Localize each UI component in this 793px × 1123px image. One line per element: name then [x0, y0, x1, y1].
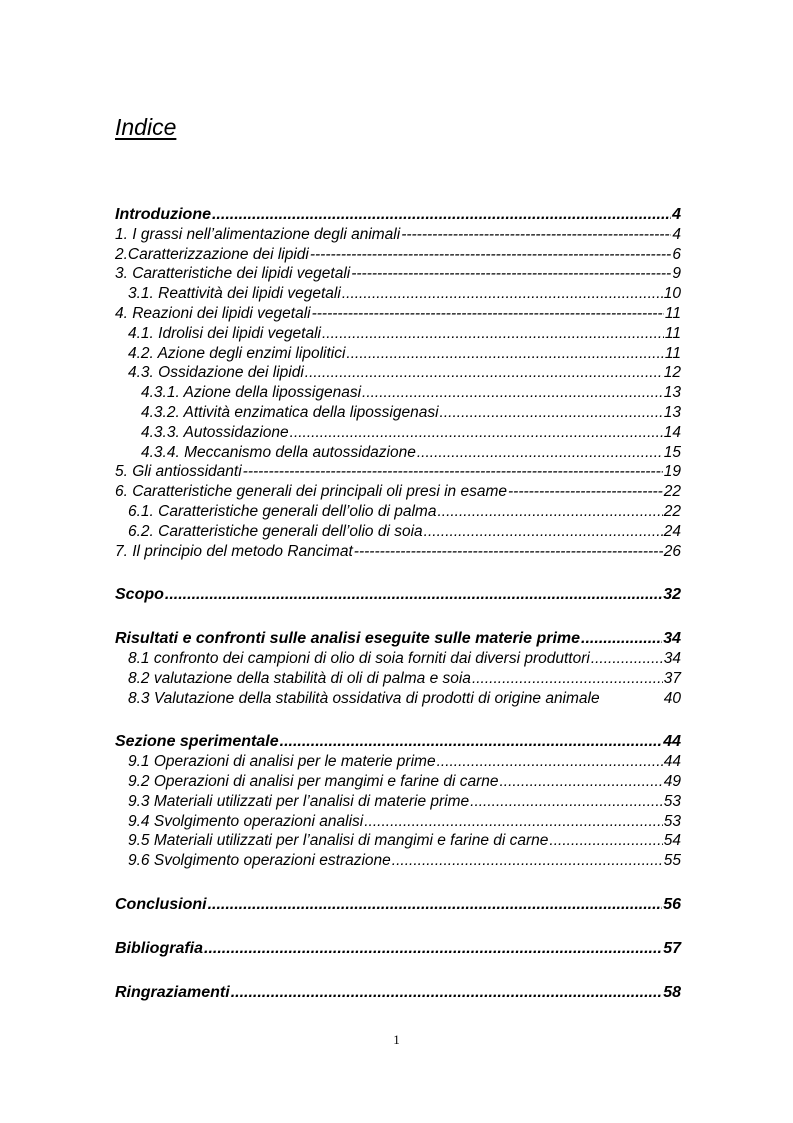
toc-entry[interactable]: [115, 285, 681, 305]
toc-leader: [440, 404, 663, 422]
toc-leader: [212, 206, 671, 224]
toc-leader: [243, 463, 663, 481]
toc-entry-page: 32: [663, 586, 681, 604]
toc-entry-page: 40: [663, 689, 681, 707]
toc-entry-label: 4.3.4. Meccanismo della autossidazione: [141, 443, 416, 461]
toc-entry[interactable]: [115, 543, 681, 563]
toc-entry[interactable]: [115, 586, 681, 606]
toc-entry-label: 4.3.3. Autossidazione: [141, 423, 289, 441]
toc-entry-label: 3. Caratteristiche dei lipidi vegetali: [115, 265, 351, 283]
toc-leader: [342, 285, 663, 303]
toc-entry-label: 6. Caratteristiche generali dei principali oli presi in esame: [115, 483, 507, 501]
toc-entry[interactable]: [115, 670, 681, 690]
toc-leader: [549, 832, 662, 850]
toc-entry[interactable]: [115, 364, 681, 384]
toc-leader: [472, 670, 663, 688]
toc-leader: [508, 483, 663, 501]
toc-leader: [581, 630, 662, 648]
toc-entry-page: 57: [663, 939, 681, 957]
toc-entry-label: 4.3.1. Azione della lipossigenasi: [141, 384, 362, 402]
toc-leader: [392, 852, 663, 870]
toc-entry-label: 5. Gli antiossidanti: [115, 463, 242, 481]
toc-entry-page: 26: [663, 542, 681, 560]
toc-entry-page: 24: [663, 522, 681, 540]
toc-entry-page: 58: [663, 983, 681, 1001]
toc-entry[interactable]: [115, 813, 681, 833]
toc-entry-label: 3.1. Reattività dei lipidi vegetali: [128, 285, 341, 303]
toc-entry[interactable]: [115, 404, 681, 424]
toc-entry-page: 15: [663, 443, 681, 461]
toc-entry-label: 9.1 Operazioni di analisi per le materie prime: [128, 753, 436, 771]
toc-entry-page: 6: [672, 245, 681, 263]
table-of-contents: [115, 206, 681, 1003]
toc-entry[interactable]: [115, 444, 681, 464]
toc-entry[interactable]: [115, 424, 681, 444]
toc-entry-label: Risultati e confronti sulle analisi eseguite sulle materie prime: [115, 630, 581, 648]
toc-leader: [401, 226, 671, 244]
toc-entry[interactable]: [115, 690, 681, 710]
toc-entry[interactable]: [115, 384, 681, 404]
toc-entry-page: 44: [663, 753, 681, 771]
toc-entry[interactable]: [115, 483, 681, 503]
toc-leader: [305, 364, 663, 382]
toc-entry-label: Scopo: [115, 586, 164, 604]
toc-entry-page: 4: [672, 206, 681, 223]
toc-leader: [437, 753, 663, 771]
toc-entry-label: 1. I grassi nell’alimentazione degli animali: [115, 225, 401, 243]
toc-leader: [312, 305, 664, 323]
toc-entry-page: 11: [664, 304, 681, 322]
toc-entry-label: 9.3 Materiali utilizzati per l’analisi di materie prime: [128, 792, 470, 810]
toc-entry[interactable]: [115, 246, 681, 266]
toc-leader: [346, 345, 664, 363]
toc-entry[interactable]: [115, 345, 681, 365]
toc-entry[interactable]: [115, 305, 681, 325]
toc-entry-page: 53: [663, 812, 681, 830]
toc-leader: [231, 984, 663, 1002]
toc-leader: [417, 444, 663, 462]
toc-entry-label: Conclusioni: [115, 895, 207, 913]
toc-entry-page: 22: [663, 483, 681, 501]
toc-entry-page: 13: [663, 403, 681, 421]
toc-leader: [204, 940, 662, 958]
toc-entry-page: 11: [664, 344, 681, 362]
toc-entry[interactable]: [115, 832, 681, 852]
toc-entry[interactable]: [115, 226, 681, 246]
toc-entry[interactable]: [115, 650, 681, 670]
toc-entry-label: 9.6 Svolgimento operazioni estrazione: [128, 852, 391, 870]
toc-leader: [165, 586, 662, 604]
toc-leader: [351, 265, 671, 283]
toc-entry-label: 6.1. Caratteristiche generali dell’olio di palma: [128, 502, 437, 520]
toc-entry-label: 4.1. Idrolisi dei lipidi vegetali: [128, 324, 321, 342]
toc-entry-page: 22: [663, 502, 681, 520]
toc-entry-page: 11: [664, 324, 681, 342]
toc-leader: [310, 246, 672, 264]
toc-entry[interactable]: [115, 503, 681, 523]
toc-leader: [470, 793, 663, 811]
toc-entry-label: 6.2. Caratteristiche generali dell’olio di soia: [128, 522, 423, 540]
toc-leader: [364, 813, 663, 831]
toc-leader: [424, 523, 663, 541]
toc-leader: [591, 650, 663, 668]
toc-entry-page: 55: [663, 852, 681, 870]
toc-entry-label: 8.3 Valutazione della stabilità ossidativa di prodotti di origine animale: [128, 689, 600, 707]
toc-entry-page: 54: [663, 832, 681, 850]
toc-entry-page: 56: [663, 895, 681, 913]
toc-entry-page: 37: [663, 669, 681, 687]
toc-entry-page: 44: [663, 733, 681, 751]
toc-entry[interactable]: [115, 773, 681, 793]
toc-entry-label: 4.2. Azione degli enzimi lipolitici: [128, 344, 346, 362]
toc-entry[interactable]: [115, 325, 681, 345]
page-title: Indice: [115, 114, 177, 140]
toc-entry-label: 9.4 Svolgimento operazioni analisi: [128, 812, 364, 830]
toc-entry-page: 53: [663, 792, 681, 810]
toc-leader: [362, 384, 663, 402]
toc-entry[interactable]: [115, 984, 681, 1004]
toc-entry[interactable]: [115, 940, 681, 960]
toc-leader: [499, 773, 662, 791]
toc-entry-page: 13: [663, 384, 681, 402]
toc-entry[interactable]: [115, 206, 681, 226]
toc-entry-label: 4. Reazioni dei lipidi vegetali: [115, 304, 311, 322]
toc-leader: [290, 424, 663, 442]
toc-entry-label: Ringraziamenti: [115, 983, 230, 1001]
toc-entry[interactable]: [115, 753, 681, 773]
toc-entry-page: 10: [663, 285, 681, 303]
toc-entry-page: 4: [672, 225, 681, 243]
toc-entry-label: Bibliografia: [115, 939, 204, 957]
toc-entry-label: 8.2 valutazione della stabilità di oli di palma e soia: [128, 669, 471, 687]
toc-entry-page: 34: [663, 630, 681, 648]
toc-entry-label: Introduzione: [115, 206, 211, 223]
toc-entry-page: 14: [663, 423, 681, 441]
toc-entry[interactable]: [115, 463, 681, 483]
toc-entry-label: 9.5 Materiali utilizzati per l’analisi di mangimi e farine di carne: [128, 832, 549, 850]
toc-leader: [208, 896, 663, 914]
toc-entry-page: 49: [663, 772, 681, 790]
toc-entry-page: 9: [672, 265, 681, 283]
toc-entry-label: 2.Caratterizzazione dei lipidi: [115, 245, 309, 263]
toc-leader: [280, 733, 663, 751]
toc-entry-label: 4.3. Ossidazione dei lipidi: [128, 364, 304, 382]
toc-entry-label: 8.1 confronto dei campioni di olio di soia forniti dai diversi produttori: [128, 649, 590, 667]
toc-entry[interactable]: [115, 630, 681, 650]
toc-entry[interactable]: [115, 265, 681, 285]
toc-entry[interactable]: [115, 852, 681, 872]
toc-leader: [354, 543, 663, 561]
toc-entry-page: 19: [663, 463, 681, 481]
toc-entry[interactable]: [115, 733, 681, 753]
toc-entry[interactable]: [115, 523, 681, 543]
toc-entry-label: 9.2 Operazioni di analisi per mangimi e farine di carne: [128, 772, 499, 790]
toc-leader: [322, 325, 664, 343]
toc-entry-page: 12: [663, 364, 681, 382]
toc-entry-page: 34: [663, 649, 681, 667]
toc-entry-label: Sezione sperimentale: [115, 733, 279, 751]
toc-entry[interactable]: [115, 896, 681, 916]
toc-entry-label: 4.3.2. Attività enzimatica della lipossigenasi: [141, 403, 439, 421]
toc-leader: [437, 503, 662, 521]
toc-entry[interactable]: [115, 793, 681, 813]
toc-entry-label: 7. Il principio del metodo Rancimat: [115, 542, 353, 560]
page-number: 1: [393, 1032, 400, 1047]
